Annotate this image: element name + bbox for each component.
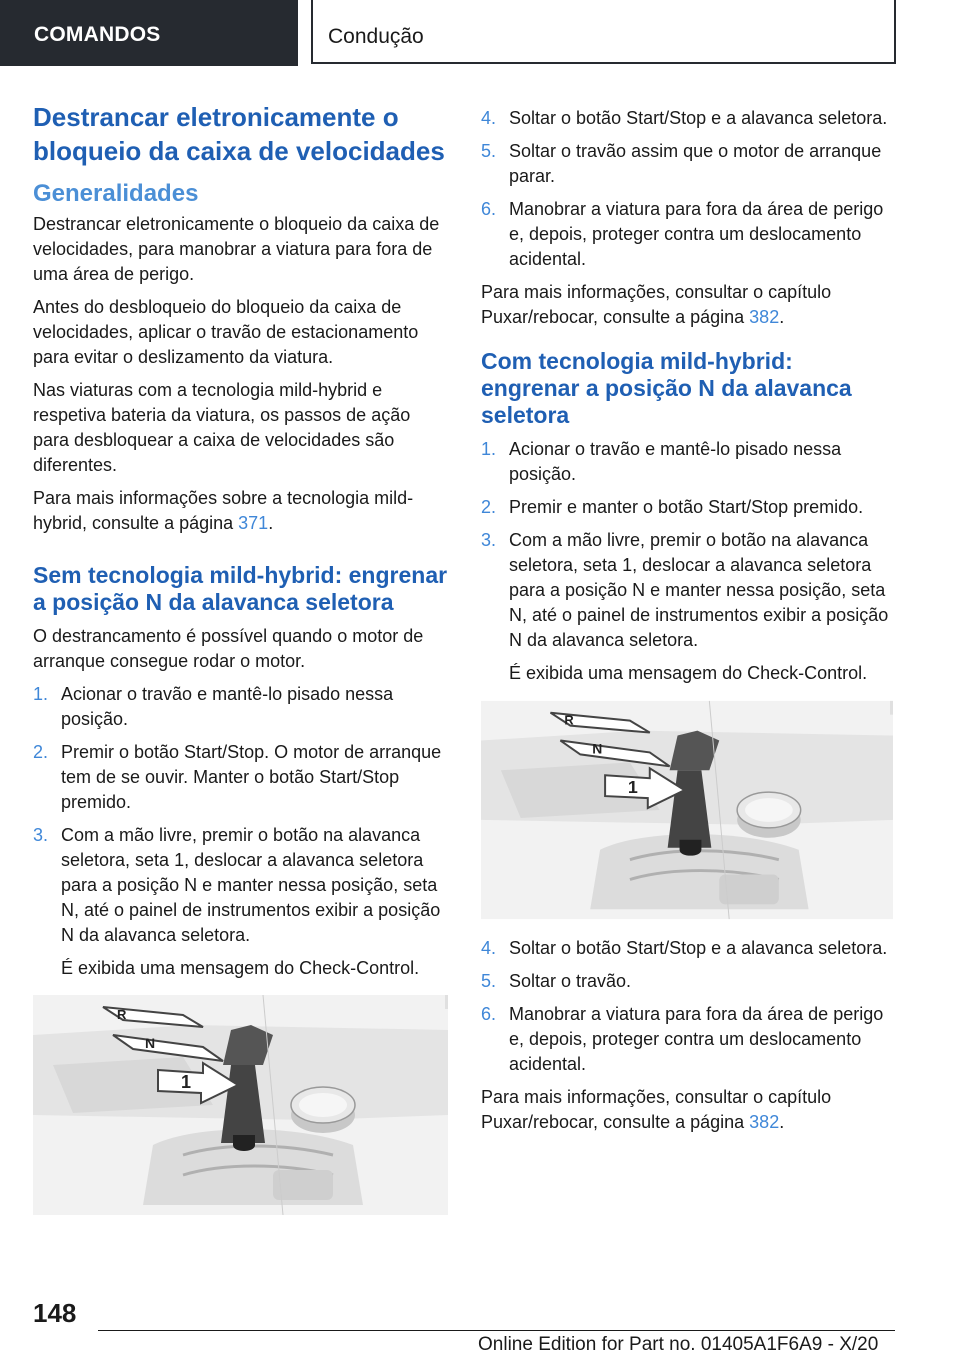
step-text: Com a mão livre, premir o botão na alavanca seletora, seta 1, deslocar a alavanca seletora para a posição N e manter nessa posição, seta N, até o painel de instrumentos exibir a posição N da alavanca seletora. (509, 530, 889, 650)
page-number: 148 (33, 1298, 77, 1328)
figure-label-1: 1 (181, 1072, 192, 1092)
step-number: 3. (481, 530, 497, 550)
right-column (481, 102, 893, 1143)
gear-selector-illustration (481, 700, 893, 920)
step-number: 4. (481, 938, 497, 958)
paragraph-with-reference (481, 280, 893, 330)
step-text: Soltar o travão. (509, 971, 632, 991)
general-heading: Generalidades (33, 180, 199, 207)
subsection-heading: Com tecnologia mild-hybrid: engrenar a posição N da alavanca seletora (481, 348, 852, 428)
step-number: 2. (33, 742, 49, 762)
list-item (481, 1002, 893, 1077)
paragraph: Antes do desbloqueio do bloqueio da caixa de velocidades, aplicar o travão de estacionamento para evitar o deslizamento da viatura. (33, 297, 419, 367)
list-item (481, 139, 893, 189)
step-text: Soltar o travão assim que o motor de arranque parar. (509, 141, 882, 186)
list-item (481, 969, 893, 994)
reference-text: Para mais informações, consultar o capítulo Puxar/rebocar, consulte a página (481, 282, 832, 327)
figure-label-r: R (117, 1007, 127, 1022)
step-note: É exibida uma mensagem do Check-Control. (61, 958, 420, 978)
step-text: Manobrar a viatura para fora da área de perigo e, depois, proteger contra um deslocamento acidental. (509, 199, 884, 269)
list-item (33, 682, 448, 732)
paragraph: Destrancar eletronicamente o bloqueio da caixa de velocidades, para manobrar a viatura para fora de uma área de perigo. (33, 214, 440, 284)
step-number: 2. (481, 497, 497, 517)
list-item (33, 740, 448, 815)
step-number: 4. (481, 108, 497, 128)
step-list (481, 437, 893, 686)
list-item (481, 936, 893, 961)
step-text: Acionar o travão e mantê-lo pisado nessa posição. (61, 684, 394, 729)
list-item (481, 197, 893, 272)
list-item (481, 437, 893, 487)
reference-text: Para mais informações, consultar o capítulo Puxar/rebocar, consulte a página (481, 1087, 832, 1132)
page-link-382[interactable]: 382 (749, 307, 780, 327)
paragraph-with-reference (481, 1085, 893, 1135)
step-text: Soltar o botão Start/Stop e a alavanca seletora. (509, 108, 888, 128)
footer-divider (98, 1330, 895, 1331)
figure-label-n: N (592, 740, 603, 757)
gear-selector-illustration (33, 995, 448, 1215)
step-number: 1. (481, 439, 497, 459)
list-item (481, 106, 893, 131)
reference-text: Para mais informações sobre a tecnologia mild-hybrid, consulte a página (33, 488, 414, 533)
step-text: Premir o botão Start/Stop. O motor de arranque tem de se ouvir. Manter o botão Start/Stop premido. (61, 742, 442, 812)
paragraph: O destrancamento é possível quando o motor de arranque consegue rodar o motor. (33, 626, 424, 671)
step-number: 5. (481, 971, 497, 991)
step-number: 6. (481, 1004, 497, 1024)
step-text: Acionar o travão e mantê-lo pisado nessa posição. (509, 439, 842, 484)
step-text: Soltar o botão Start/Stop e a alavanca seletora. (509, 938, 888, 958)
list-item (33, 823, 448, 981)
paragraph-with-reference (33, 486, 448, 536)
step-number: 5. (481, 141, 497, 161)
list-item (481, 528, 893, 686)
reference-end: . (779, 1112, 785, 1132)
step-text: Manobrar a viatura para fora da área de perigo e, depois, proteger contra um deslocamento acidental. (509, 1004, 884, 1074)
section-tab: COMANDOS (0, 0, 298, 66)
figure-label-1: 1 (627, 777, 638, 798)
figure-label-n: N (145, 1035, 156, 1051)
list-item (481, 495, 893, 520)
step-list (481, 106, 893, 272)
step-number: 3. (33, 825, 49, 845)
step-number: 1. (33, 684, 49, 704)
edition-footer: Online Edition for Part no. 01405A1F6A9 - X/20 (478, 1334, 879, 1355)
step-list (33, 682, 448, 981)
subsection-heading: Sem tecnologia mild-hybrid: engrenar a posição N da alavanca seletora (33, 562, 448, 615)
left-column (33, 100, 448, 1231)
chapter-tab: Condução (311, 0, 896, 64)
reference-end: . (268, 513, 274, 533)
step-text: Premir e manter o botão Start/Stop premido. (509, 497, 864, 517)
section-title: Destrancar eletronicamente o bloqueio da caixa de velocidades (33, 102, 445, 166)
step-number: 6. (481, 199, 497, 219)
step-note: É exibida uma mensagem do Check-Control. (509, 663, 868, 683)
figure-label-r: R (564, 712, 574, 728)
paragraph: Nas viaturas com a tecnologia mild-hybrid e respetiva bateria da viatura, os passos de ação para desbloquear a caixa de velocidades são diferentes. (33, 380, 411, 475)
step-list (481, 936, 893, 1077)
reference-end: . (779, 307, 785, 327)
page-link-371[interactable]: 371 (238, 513, 269, 533)
step-text: Com a mão livre, premir o botão na alavanca seletora, seta 1, deslocar a alavanca seletora para a posição N e manter nessa posição, seta N, até o painel de instrumentos exibir a posição N da alavanca seletora. (61, 825, 441, 945)
page-link-382[interactable]: 382 (749, 1112, 780, 1132)
page-header (0, 0, 960, 66)
